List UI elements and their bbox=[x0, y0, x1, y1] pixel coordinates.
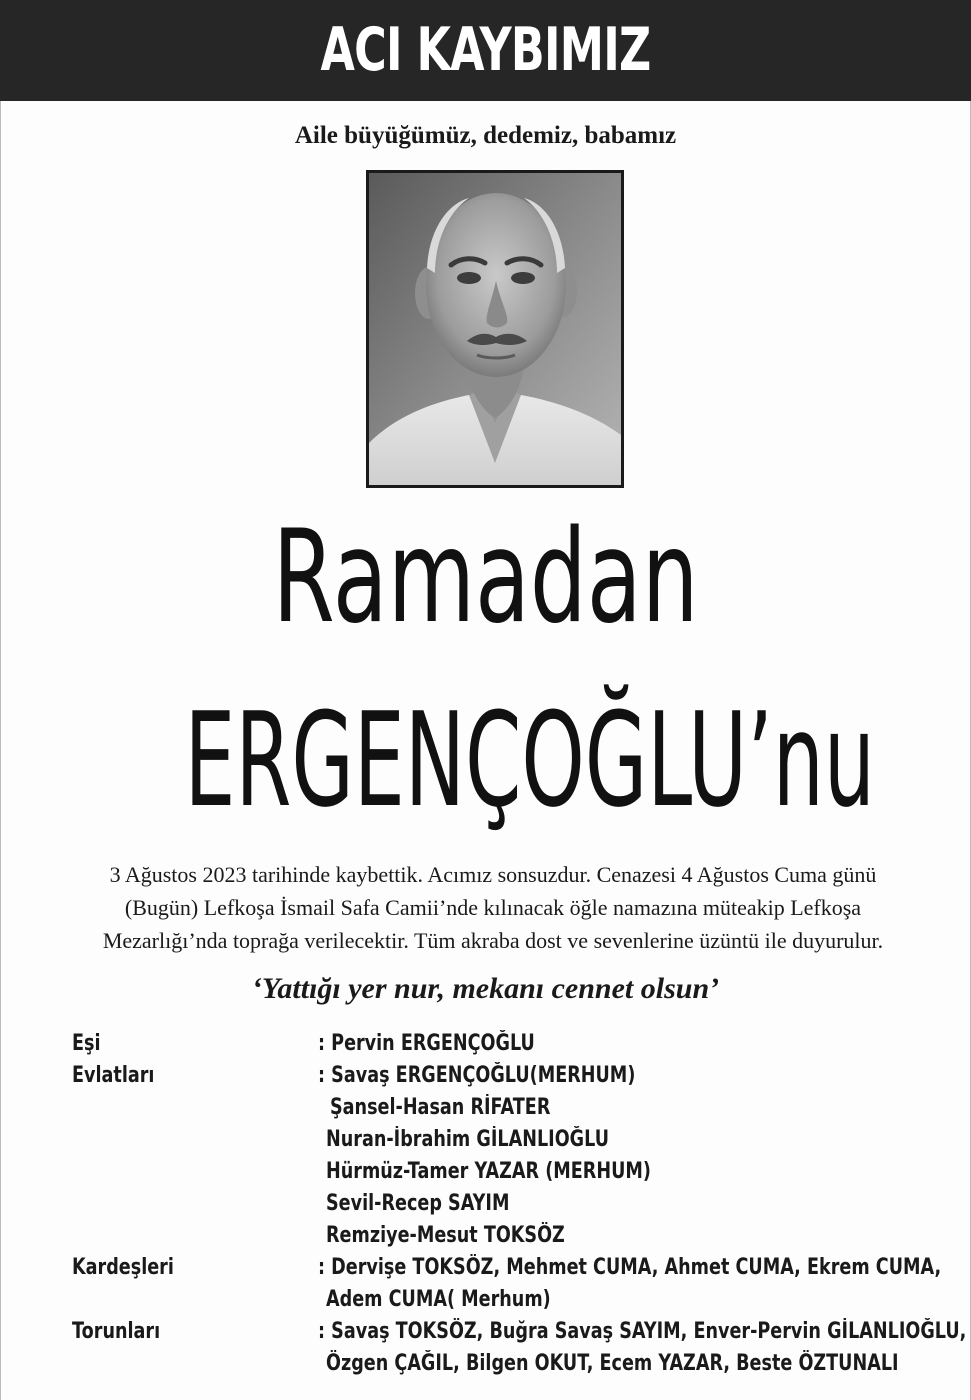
family-label-siblings: Kardeşleri bbox=[72, 1255, 174, 1280]
announcement-line: 3 Ağustos 2023 tarihinde kaybettik. Acımız sonsuzdur. Cenazesi 4 Ağustos Cuma günü bbox=[109, 862, 877, 887]
family-value: : Savaş ERGENÇOĞLU(MERHUM) bbox=[318, 1063, 636, 1088]
left-border bbox=[0, 101, 1, 1400]
family-value: Hürmüz-Tamer YAZAR (MERHUM) bbox=[326, 1159, 651, 1184]
announcement-line: Mezarlığı’nda toprağa verilecektir. Tüm akraba dost ve sevenlerine üzüntü ile duyurulur. bbox=[102, 928, 884, 953]
family-value: Adem CUMA( Merhum) bbox=[326, 1287, 551, 1312]
family-value: : Savaş TOKSÖZ, Buğra Savaş SAYIM, Enver-Pervin GİLANLIOĞLU, bbox=[318, 1319, 967, 1344]
deceased-first-name: Ramadan bbox=[272, 503, 699, 652]
deceased-last-name: ERGENÇOĞLU’nu bbox=[184, 684, 875, 836]
family-label-children: Evlatları bbox=[72, 1063, 155, 1088]
portrait-photo bbox=[366, 170, 624, 488]
family-value: : Pervin ERGENÇOĞLU bbox=[318, 1031, 535, 1056]
family-value: : Dervişe TOKSÖZ, Mehmet CUMA, Ahmet CUMA, Ekrem CUMA, bbox=[318, 1255, 942, 1280]
intro-text: Aile büyüğümüz, dedemiz, babamız bbox=[294, 122, 677, 149]
family-label-spouse: Eşi bbox=[72, 1031, 101, 1056]
prayer-text: ‘Yattığı yer nur, mekanı cennet olsun’ bbox=[251, 972, 720, 1005]
family-value: Remziye-Mesut TOKSÖZ bbox=[326, 1223, 565, 1248]
family-label-grandchildren: Torunları bbox=[72, 1319, 161, 1344]
family-value: Nuran-İbrahim GİLANLIOĞLU bbox=[326, 1127, 609, 1152]
family-value: Şansel-Hasan RİFATER bbox=[330, 1095, 551, 1120]
announcement-text bbox=[30, 858, 956, 957]
header-title: ACI KAYBIMIZ bbox=[320, 15, 651, 85]
portrait-illustration bbox=[369, 173, 621, 485]
family-value: Özgen ÇAĞIL, Bilgen OKUT, Ecem YAZAR, Beste ÖZTUNALI bbox=[326, 1351, 899, 1376]
announcement-line: (Bugün) Lefkoşa İsmail Safa Camii’nde kılınacak öğle namazına müteakip Lefkoşa bbox=[124, 895, 862, 920]
family-value: Sevil-Recep SAYIM bbox=[326, 1191, 510, 1216]
